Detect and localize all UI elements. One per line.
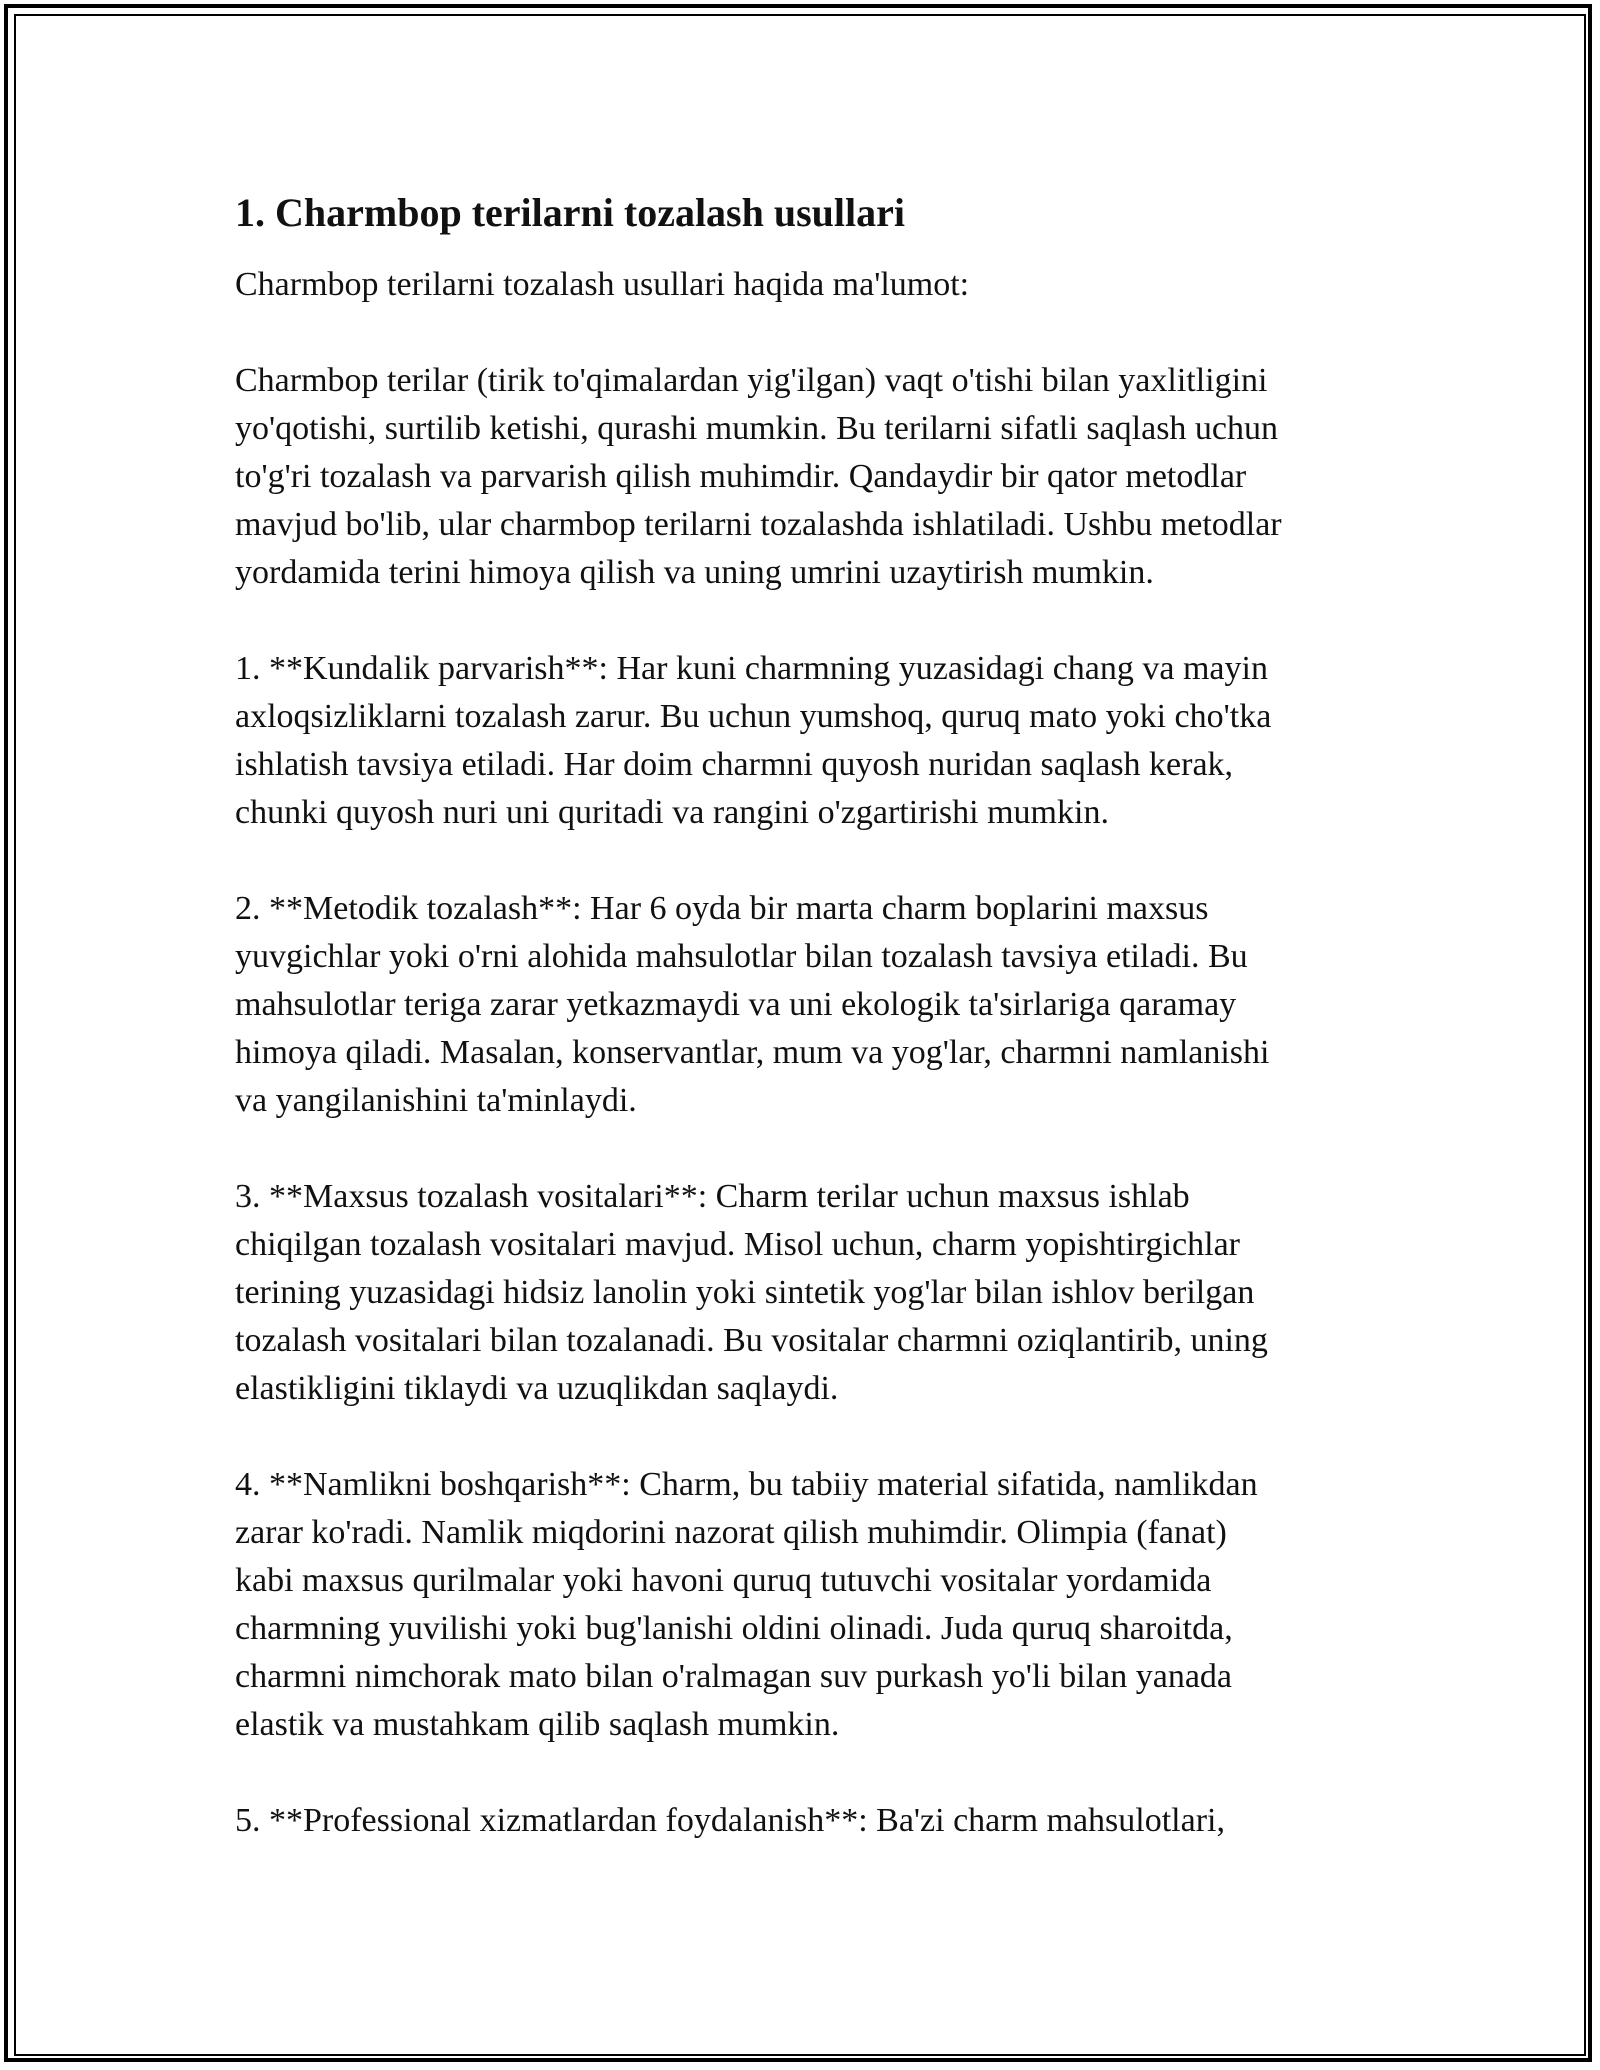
document-body [235, 185, 1385, 1893]
method-5-paragraph: 5. **Professional xizmatlardan foydalanish**: Ba'zi charm mahsulotlari, [235, 1802, 1225, 1839]
overview-paragraph: Charmbop terilar (tirik to'qimalardan yig'ilgan) vaqt o'tishi bilan yaxlitligini yo'qotishi, surtilib ketishi, qurashi mumkin. Bu terilarni sifatli saqlash uchun to'g'ri tozalash va parvarish qilish muhimdir. Qandaydir bir qator metodlar mavjud bo'lib, ular charmbop terilarni tozalashda ishlatiladi. Ushbu metodlar yordamida terini himoya qilish va uning umrini uzaytirish mumkin. [235, 362, 1282, 591]
method-3-paragraph: 3. **Maxsus tozalash vositalari**: Charm terilar uchun maxsus ishlab chiqilgan tozalash vositalari mavjud. Misol uchun, charm yopishtirgichlar terining yuzasidagi hidsiz lanolin yoki sintetik yog'lar bilan ishlov berilgan tozalash vositalari bilan tozalanadi. Bu vositalar charmni oziqlantirib, uning elastikligini tiklaydi va uzuqlikdan saqlaydi. [235, 1178, 1268, 1407]
method-1-paragraph: 1. **Kundalik parvarish**: Har kuni charmning yuzasidagi chang va mayin axloqsizliklarni tozalash zarur. Bu uchun yumshoq, quruq mato yoki cho'tka ishlatish tavsiya etiladi. Har doim charmni quyosh nuridan saqlash kerak, chunki quyosh nuri uni quritadi va rangini o'zgartirishi mumkin. [235, 650, 1272, 831]
document-title: 1. Charmbop terilarni tozalash usullari [235, 190, 906, 235]
method-2-paragraph: 2. **Metodik tozalash**: Har 6 oyda bir marta charm boplarini maxsus yuvgichlar yoki o'rni alohida mahsulotlar bilan tozalash tavsiya etiladi. Bu mahsulotlar teriga zarar yetkazmaydi va uni ekologik ta'sirlariga qaramay himoya qiladi. Masalan, konservantlar, mum va yog'lar, charmni namlanishi va yangilanishini ta'minlaydi. [235, 890, 1270, 1119]
method-4-paragraph: 4. **Namlikni boshqarish**: Charm, bu tabiiy material sifatida, namlikdan zarar ko'radi. Namlik miqdorini nazorat qilish muhimdir. Olimpia (fanat) kabi maxsus qurilmalar yoki havoni quruq tutuvchi vositalar yordamida charmning yuvilishi yoki bug'lanishi oldini olinadi. Juda quruq sharoitda, charmni nimchorak mato bilan o'ralmagan suv purkash yo'li bilan yanada elastik va mustahkam qilib saqlash mumkin. [235, 1466, 1258, 1743]
intro-paragraph: Charmbop terilarni tozalash usullari haqida ma'lumot: [235, 266, 970, 303]
